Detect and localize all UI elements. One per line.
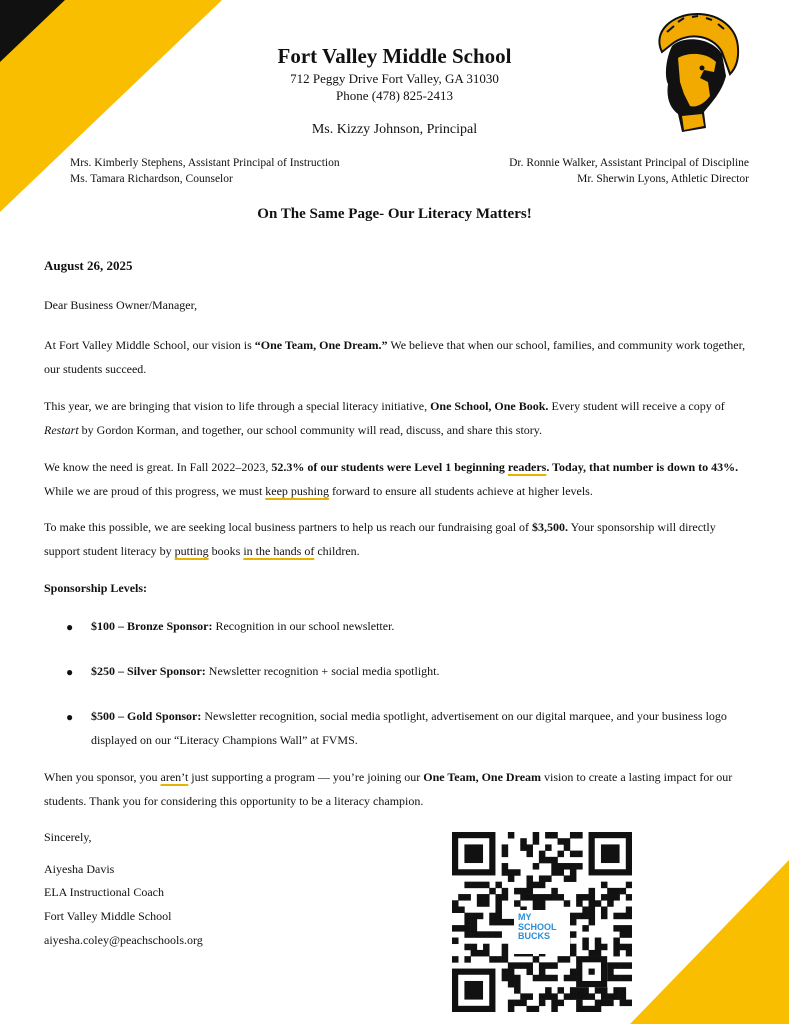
qr-module bbox=[526, 844, 533, 851]
qr-module bbox=[564, 975, 571, 982]
qr-module bbox=[502, 969, 509, 976]
qr-module bbox=[570, 993, 577, 1000]
qr-module bbox=[533, 863, 540, 870]
logo-line: SCHOOL bbox=[518, 921, 557, 932]
qr-module bbox=[458, 925, 465, 932]
qr-module bbox=[539, 969, 546, 976]
qr-module bbox=[589, 900, 596, 907]
qr-module bbox=[502, 950, 509, 957]
qr-module bbox=[595, 950, 602, 957]
qr-module bbox=[595, 938, 602, 945]
qr-module bbox=[582, 906, 589, 913]
qr-module bbox=[582, 913, 589, 920]
qr-module bbox=[539, 875, 546, 882]
qr-module bbox=[545, 987, 552, 994]
qr-module bbox=[564, 993, 571, 1000]
qr-module bbox=[582, 1006, 589, 1012]
paragraph-vision: At Fort Valley Middle School, our vision is “One Team, One Dream.” We believe that when our school, families, and community work together, our students succeed. bbox=[44, 338, 746, 376]
bottom-right-corner-decoration bbox=[620, 850, 789, 1024]
qr-module bbox=[502, 844, 509, 851]
qr-module bbox=[601, 894, 608, 901]
qr-module bbox=[508, 962, 515, 969]
qr-module bbox=[551, 962, 558, 969]
qr-module bbox=[545, 993, 552, 1000]
qr-module bbox=[601, 913, 608, 920]
myschoolbucks-logo bbox=[514, 910, 570, 954]
qr-module bbox=[508, 832, 515, 839]
qr-module bbox=[489, 956, 496, 963]
qr-module bbox=[452, 900, 459, 907]
qr-module bbox=[601, 882, 608, 889]
qr-module bbox=[558, 863, 565, 870]
qr-module bbox=[582, 987, 589, 994]
qr-module bbox=[539, 962, 546, 969]
qr-module bbox=[508, 1006, 515, 1012]
qr-module bbox=[589, 950, 596, 957]
qr-module bbox=[495, 900, 502, 907]
qr-module bbox=[471, 931, 478, 938]
qr-module bbox=[539, 993, 546, 1000]
tagline: On The Same Page- Our Literacy Matters! bbox=[257, 206, 532, 222]
qr-module bbox=[626, 906, 632, 913]
qr-module bbox=[502, 919, 509, 926]
bullet-icon: ● bbox=[66, 620, 74, 634]
qr-module bbox=[613, 962, 620, 969]
qr-module bbox=[613, 987, 620, 994]
qr-module bbox=[576, 894, 583, 901]
logo-line: MY bbox=[518, 912, 532, 922]
qr-module bbox=[551, 857, 558, 864]
qr-module bbox=[471, 950, 478, 957]
paragraph-closing: When you sponsor, you aren’t just supporting a program — you’re joining our One Team, One Dream vision to create a lasting impact for our students. Thank you for considering this opportunity to be a literacy champion. bbox=[44, 770, 733, 808]
qr-module bbox=[495, 919, 502, 926]
qr-module bbox=[533, 956, 540, 963]
qr-module bbox=[551, 1000, 558, 1007]
qr-module bbox=[520, 894, 527, 901]
qr-module bbox=[489, 888, 496, 895]
qr-module bbox=[613, 925, 620, 932]
qr-module bbox=[582, 993, 589, 1000]
qr-module bbox=[533, 1006, 540, 1012]
qr-module bbox=[508, 969, 515, 976]
qr-module bbox=[626, 1000, 632, 1007]
qr-module bbox=[520, 1000, 527, 1007]
qr-module bbox=[551, 863, 558, 870]
qr-module bbox=[570, 832, 577, 839]
qr-module bbox=[570, 931, 577, 938]
qr-module bbox=[464, 925, 471, 932]
qr-module bbox=[626, 962, 632, 969]
qr-module bbox=[626, 882, 632, 889]
level-silver: $250 – Silver Sponsor: Newsletter recognition + social media spotlight. bbox=[91, 664, 440, 678]
qr-module bbox=[495, 882, 502, 889]
qr-module bbox=[570, 969, 577, 976]
qr-module bbox=[502, 944, 509, 951]
qr-module bbox=[477, 950, 484, 957]
qr-module bbox=[477, 931, 484, 938]
qr-module bbox=[502, 869, 509, 876]
qr-module bbox=[576, 913, 583, 920]
qr-module bbox=[526, 875, 533, 882]
qr-module bbox=[558, 894, 565, 901]
school-name: Fort Valley Middle School bbox=[277, 44, 512, 68]
qr-module bbox=[502, 888, 509, 895]
qr-module bbox=[514, 981, 521, 988]
qr-module bbox=[576, 863, 583, 870]
qr-module bbox=[558, 838, 565, 845]
qr-module bbox=[613, 950, 620, 957]
qr-module bbox=[502, 894, 509, 901]
qr-module bbox=[545, 832, 552, 839]
qr-module bbox=[564, 838, 571, 845]
qr-module bbox=[589, 906, 596, 913]
qr-module bbox=[452, 925, 459, 932]
qr-module bbox=[464, 919, 471, 926]
qr-module bbox=[620, 987, 627, 994]
qr-module bbox=[607, 1000, 614, 1007]
qr-module bbox=[520, 888, 527, 895]
qr-module bbox=[589, 1006, 596, 1012]
qr-module bbox=[495, 956, 502, 963]
qr-module bbox=[620, 1000, 627, 1007]
qr-module bbox=[551, 888, 558, 895]
bullet-icon: ● bbox=[66, 665, 74, 679]
qr-module bbox=[489, 913, 496, 920]
qr-module bbox=[589, 913, 596, 920]
qr-module bbox=[620, 962, 627, 969]
qr-module bbox=[526, 894, 533, 901]
qr-module bbox=[477, 894, 484, 901]
qr-module bbox=[514, 888, 521, 895]
qr-module bbox=[464, 944, 471, 951]
qr-module bbox=[601, 844, 620, 863]
qr-module bbox=[495, 931, 502, 938]
qr-module bbox=[495, 894, 502, 901]
qr-module bbox=[545, 844, 552, 851]
qr-module bbox=[626, 931, 632, 938]
qr-module bbox=[607, 962, 614, 969]
qr-module bbox=[595, 944, 602, 951]
qr-module bbox=[526, 882, 533, 889]
qr-module bbox=[514, 1000, 521, 1007]
qr-module bbox=[526, 969, 533, 976]
qr-module bbox=[570, 950, 577, 957]
qr-module bbox=[526, 962, 533, 969]
paragraph-goal: To make this possible, we are seeking local business partners to help us reach our fundraising goal of $3,500. Your sponsorship will directly support student literacy by putting books in the hands of children. bbox=[44, 520, 716, 558]
qr-module bbox=[626, 894, 632, 901]
qr-module bbox=[564, 875, 571, 882]
qr-module bbox=[626, 950, 632, 957]
qr-module bbox=[607, 993, 614, 1000]
qr-module bbox=[570, 987, 577, 994]
qr-module bbox=[570, 863, 577, 870]
qr-module bbox=[576, 900, 583, 907]
qr-module bbox=[471, 944, 478, 951]
qr-module bbox=[483, 894, 490, 901]
qr-module bbox=[564, 863, 571, 870]
qr-module bbox=[520, 993, 527, 1000]
qr-module bbox=[564, 900, 571, 907]
qr-module bbox=[508, 981, 515, 988]
qr-module bbox=[558, 987, 565, 994]
qr-module bbox=[607, 888, 614, 895]
qr-module bbox=[533, 975, 540, 982]
qr-module bbox=[589, 894, 596, 901]
qr-module bbox=[620, 888, 627, 895]
qr-module bbox=[613, 944, 620, 951]
qr-module bbox=[601, 944, 608, 951]
qr-module bbox=[533, 894, 540, 901]
qr-module bbox=[551, 869, 558, 876]
qr-module bbox=[477, 882, 484, 889]
qr-module bbox=[558, 869, 565, 876]
qr-module bbox=[526, 851, 533, 858]
qr-module bbox=[514, 975, 521, 982]
qr-module bbox=[545, 857, 552, 864]
qr-module bbox=[502, 851, 509, 858]
qr-module bbox=[452, 906, 459, 913]
qr-module bbox=[533, 882, 540, 889]
qr-module bbox=[458, 894, 465, 901]
qr-module bbox=[545, 875, 552, 882]
qr-module bbox=[576, 851, 583, 858]
staff-right-1: Dr. Ronnie Walker, Assistant Principal of Discipline bbox=[509, 157, 749, 169]
signature-email[interactable]: aiyesha.coley@peachschools.org bbox=[44, 933, 203, 947]
qr-module bbox=[601, 987, 608, 994]
qr-module bbox=[626, 975, 632, 982]
school-address: 712 Peggy Drive Fort Valley, GA 31030 bbox=[290, 71, 499, 86]
qr-module bbox=[551, 894, 558, 901]
qr-module bbox=[607, 894, 614, 901]
qr-module bbox=[526, 888, 533, 895]
qr-module bbox=[502, 863, 509, 870]
qr-module bbox=[607, 969, 614, 976]
qr-module bbox=[508, 1000, 515, 1007]
qr-module bbox=[545, 975, 552, 982]
qr-module bbox=[570, 869, 577, 876]
qr-module bbox=[483, 900, 490, 907]
qr-module bbox=[495, 913, 502, 920]
qr-module bbox=[508, 869, 515, 876]
level-bronze: $100 – Bronze Sponsor: Recognition in our school newsletter. bbox=[91, 619, 395, 633]
qr-module bbox=[551, 975, 558, 982]
signature-school: Fort Valley Middle School bbox=[44, 909, 172, 923]
qr-module bbox=[520, 962, 527, 969]
qr-module bbox=[595, 1000, 602, 1007]
qr-module bbox=[539, 975, 546, 982]
qr-module bbox=[613, 913, 620, 920]
qr-module bbox=[620, 925, 627, 932]
qr-module bbox=[613, 975, 620, 982]
qr-module bbox=[620, 944, 627, 951]
qr-module bbox=[545, 894, 552, 901]
logo-line: BUCKS bbox=[518, 931, 551, 941]
qr-module bbox=[539, 894, 546, 901]
qr-module bbox=[613, 894, 620, 901]
qr-module bbox=[576, 993, 583, 1000]
qr-module bbox=[601, 906, 608, 913]
qr-module bbox=[620, 993, 627, 1000]
qr-module bbox=[489, 919, 496, 926]
qr-module bbox=[582, 938, 589, 945]
qr-module bbox=[471, 913, 478, 920]
qr-module bbox=[589, 919, 596, 926]
qr-module bbox=[589, 888, 596, 895]
paragraph-need: We know the need is great. In Fall 2022–2023, 52.3% of our students were Level 1 beginning readers. Today, that number is down to 43%. While we are proud of this progress, we must keep pushing forward to ensure all students achieve at higher levels. bbox=[44, 460, 739, 498]
qr-module bbox=[489, 931, 496, 938]
signature-title: ELA Instructional Coach bbox=[44, 885, 164, 899]
qr-module bbox=[452, 956, 459, 963]
qr-module bbox=[539, 857, 546, 864]
qr-module bbox=[539, 851, 546, 858]
qr-module bbox=[613, 938, 620, 945]
qr-module bbox=[458, 906, 465, 913]
qr-module bbox=[607, 900, 614, 907]
bullet-icon: ● bbox=[66, 710, 74, 724]
qr-module bbox=[452, 938, 459, 945]
qr-module bbox=[582, 925, 589, 932]
qr-module bbox=[483, 882, 490, 889]
qr-module bbox=[570, 851, 577, 858]
qr-module bbox=[551, 1006, 558, 1012]
qr-module bbox=[576, 832, 583, 839]
qr-module bbox=[620, 913, 627, 920]
qr-module bbox=[508, 875, 515, 882]
qr-module bbox=[582, 894, 589, 901]
qr-module bbox=[464, 931, 471, 938]
qr-module bbox=[595, 900, 602, 907]
qr-module bbox=[626, 944, 632, 951]
qr-module bbox=[589, 969, 595, 975]
qr-module bbox=[613, 888, 620, 895]
qr-module bbox=[533, 832, 540, 839]
qr-module bbox=[576, 1006, 583, 1012]
qr-module bbox=[570, 919, 577, 926]
qr-module bbox=[464, 844, 483, 863]
qr-module bbox=[601, 1000, 608, 1007]
qr-module bbox=[514, 962, 521, 969]
qr-module bbox=[477, 900, 484, 907]
qr-module bbox=[589, 993, 596, 1000]
qr-module bbox=[576, 1000, 583, 1007]
qr-module bbox=[464, 956, 471, 963]
qr-module bbox=[570, 944, 577, 951]
salutation: Dear Business Owner/Manager, bbox=[44, 298, 198, 312]
qr-module bbox=[471, 919, 478, 926]
qr-code[interactable] bbox=[452, 832, 632, 1012]
signature-name: Aiyesha Davis bbox=[44, 862, 115, 876]
qr-module bbox=[464, 981, 483, 1000]
qr-module bbox=[483, 944, 490, 951]
qr-module bbox=[533, 838, 540, 845]
qr-module bbox=[607, 975, 614, 982]
qr-module bbox=[570, 913, 577, 920]
qr-module bbox=[613, 993, 620, 1000]
qr-module bbox=[502, 956, 509, 963]
letter-date: August 26, 2025 bbox=[44, 258, 133, 273]
qr-module bbox=[520, 844, 527, 851]
qr-module bbox=[483, 950, 490, 957]
qr-module bbox=[471, 925, 478, 932]
paragraph-initiative: This year, we are bringing that vision to life through a special literacy initiative, One School, One Book. Every student will receive a copy of Restart by Gordon Korman, and together, our school community will read, discuss, and share this story. bbox=[44, 399, 725, 437]
qr-module bbox=[558, 956, 565, 963]
qr-module bbox=[558, 1000, 565, 1007]
qr-module bbox=[508, 975, 515, 982]
qr-module bbox=[533, 900, 540, 907]
qr-module bbox=[526, 1006, 533, 1012]
qr-module bbox=[514, 869, 521, 876]
staff-right-2: Mr. Sherwin Lyons, Athletic Director bbox=[577, 173, 749, 185]
qr-module bbox=[464, 882, 471, 889]
principal-name: Ms. Kizzy Johnson, Principal bbox=[311, 122, 478, 137]
qr-module bbox=[595, 1006, 602, 1012]
qr-module bbox=[514, 900, 521, 907]
qr-module bbox=[601, 993, 608, 1000]
qr-module bbox=[626, 925, 632, 932]
qr-module bbox=[558, 851, 565, 858]
school-phone: Phone (478) 825-2413 bbox=[336, 88, 453, 103]
closing: Sincerely, bbox=[44, 830, 92, 844]
qr-module bbox=[582, 944, 589, 951]
qr-module bbox=[620, 931, 627, 938]
qr-module bbox=[570, 875, 577, 882]
qr-module bbox=[464, 894, 471, 901]
qr-module bbox=[539, 882, 546, 889]
qr-module bbox=[564, 844, 571, 851]
qr-module bbox=[502, 975, 509, 982]
qr-module bbox=[526, 993, 533, 1000]
qr-module bbox=[514, 987, 521, 994]
qr-module bbox=[551, 832, 558, 839]
qr-module bbox=[626, 913, 632, 920]
qr-module bbox=[570, 975, 577, 982]
qr-module bbox=[551, 993, 558, 1000]
qr-module bbox=[495, 906, 502, 913]
qr-module bbox=[464, 913, 471, 920]
staff-left-1: Mrs. Kimberly Stephens, Assistant Principal of Instruction bbox=[70, 157, 340, 169]
sponsorship-levels-heading: Sponsorship Levels: bbox=[44, 581, 148, 595]
qr-module bbox=[471, 882, 478, 889]
qr-module bbox=[576, 987, 583, 994]
qr-module bbox=[539, 900, 546, 907]
level-gold: $500 – Gold Sponsor: Newsletter recognition, social media spotlight, advertisement on our digital marquee, and your business logo displayed on our “Literacy Champions Wall” at FVMS. bbox=[91, 709, 727, 747]
qr-module bbox=[520, 838, 527, 845]
qr-module bbox=[545, 962, 552, 969]
qr-module bbox=[595, 987, 602, 994]
qr-module bbox=[620, 975, 627, 982]
qr-module bbox=[564, 956, 571, 963]
staff-left-2: Ms. Tamara Richardson, Counselor bbox=[70, 173, 233, 185]
qr-module bbox=[539, 1000, 546, 1007]
qr-module bbox=[483, 931, 490, 938]
qr-module bbox=[477, 913, 484, 920]
